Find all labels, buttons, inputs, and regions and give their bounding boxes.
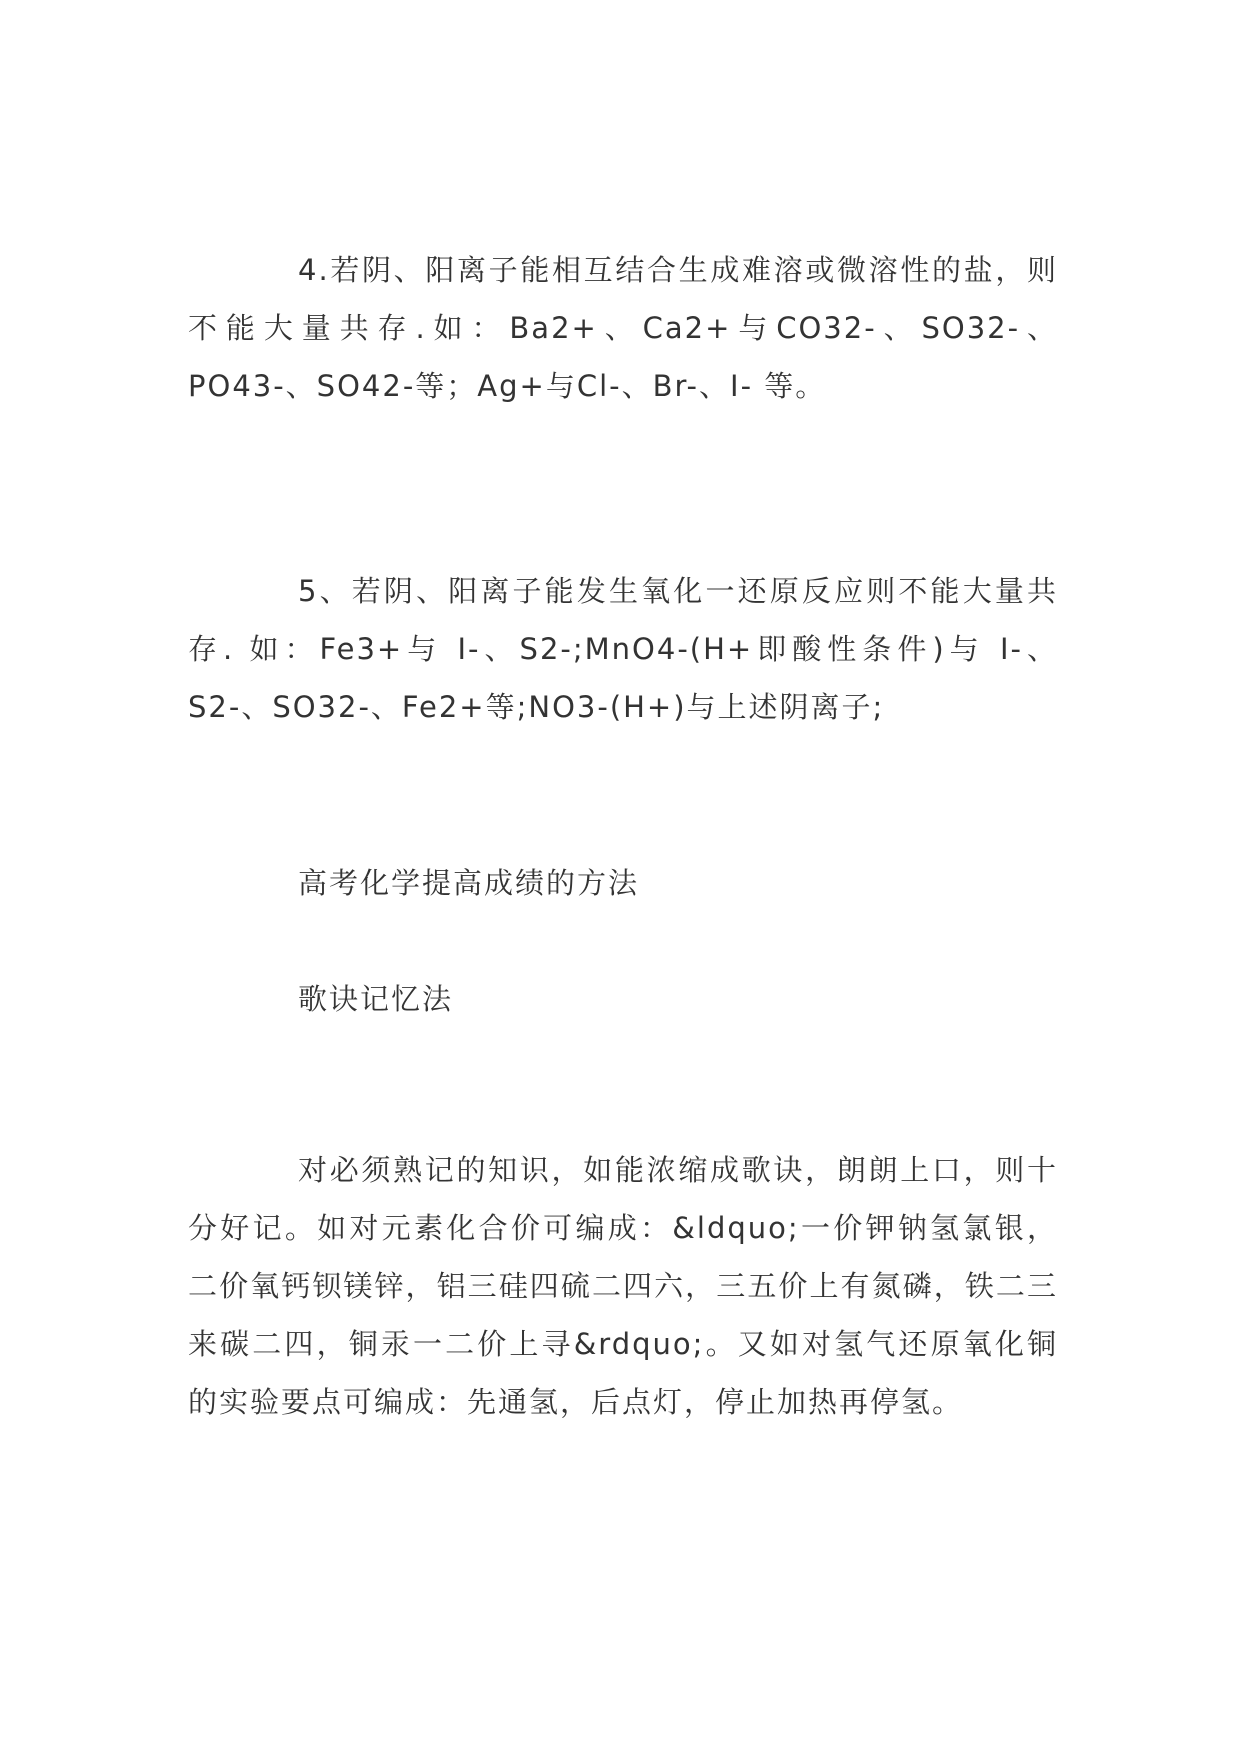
paragraph-precipitate-rule: 4.若阴、阳离子能相互结合生成难溶或微溶性的盐，则不能大量共存.如：Ba2+、Ca2+与CO32-、SO32-、 PO43-、SO42-等；Ag+与Cl-、Br-、I- 等。 bbox=[188, 253, 1058, 403]
paragraph-mnemonic-method: 对必须熟记的知识，如能浓缩成歌诀，朗朗上口，则十分好记。如对元素化合价可编成：&ldquo;一价钾钠氢氯银，二价氧钙钡镁锌，铝三硅四硫二四六，三五价上有氮磷，铁二三来碳二四，铜汞一二价上寻&rdquo;。又如对氢气还原氧化铜的实验要点可编成：先通氢，后点灯，停止加热再停氢。 bbox=[188, 1153, 1058, 1419]
section-heading-methods: 高考化学提高成绩的方法 bbox=[298, 866, 640, 900]
paragraph-redox-rule: 5、若阴、阳离子能发生氧化一还原反应则不能大量共存. 如：Fe3+与 I-、S2-;MnO4-(H+即酸性条件)与 I-、S2-、SO32-、Fe2+等;NO3-(H+)与上述阴离子; bbox=[188, 574, 1058, 724]
subsection-heading-mnemonic: 歌诀记忆法 bbox=[298, 982, 454, 1016]
